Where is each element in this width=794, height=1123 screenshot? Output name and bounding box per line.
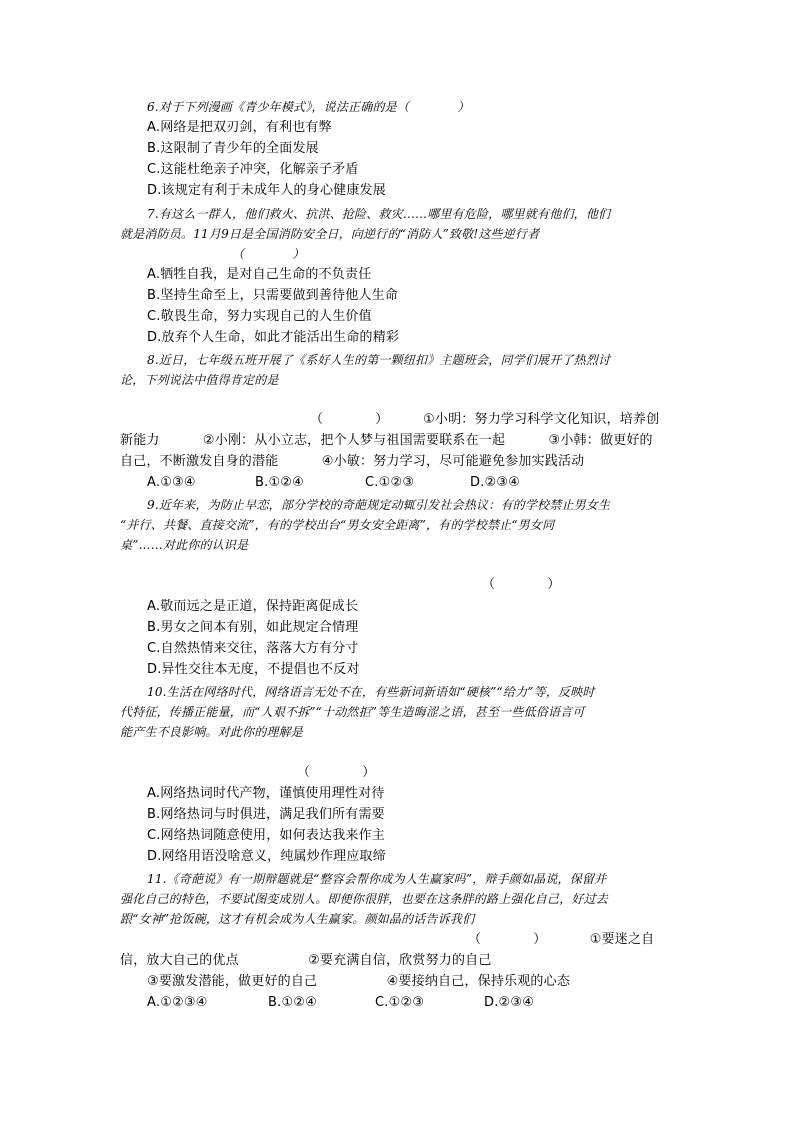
q10-stem-line-2: 代特征，传播正能量，而“人艰不拆”“十动然拒”等生造晦涩之语，甚至一些低俗语言可 bbox=[120, 705, 585, 719]
q11-stem-line-3: 跟“女神”抢饭碗，这才有机会成为人生赢家。颜如晶的话告诉我们 bbox=[120, 912, 475, 926]
q7-option-d: D.放弃个人生命，如此才能活出生命的精彩 bbox=[147, 330, 400, 345]
q10-answer-paren: （ ） bbox=[297, 765, 376, 780]
q9-answer-paren: （ ） bbox=[482, 577, 561, 592]
q6-stem: 6.对于下列漫画《青少年模式》，说法正确的是（ ） bbox=[147, 100, 470, 114]
q7-option-b: B.坚持生命至上，只需要做到善待他人生命 bbox=[147, 288, 399, 303]
q7-answer-paren: （ ） bbox=[232, 247, 305, 261]
q11-body-line-1: （ ） ①要迷之自 bbox=[468, 932, 655, 947]
q11-choice-b: B.①②④ bbox=[268, 995, 318, 1010]
q8-choice-c: C.①②③ bbox=[365, 475, 415, 490]
q11-stem-line-2: 强化自己的特色，不要试图变成别人。即便你很胖，也要在这条胖的路上强化自己，好过去 bbox=[120, 892, 609, 906]
q11-choice-c: C.①②③ bbox=[375, 995, 425, 1010]
q7-stem-line-1: 7.有这么一群人，他们救火、抗洪、抢险、救灾……哪里有危险，哪里就有他们，他们 bbox=[147, 207, 611, 221]
q11-choice-a: A.①②③④ bbox=[147, 995, 208, 1010]
q10-option-b: B.网络热词与时俱进，满足我们所有需要 bbox=[147, 807, 385, 822]
q8-body-line-1: （ ） ①小明：努力学习科学文化知识，培养创 bbox=[310, 412, 660, 427]
q6-option-d: D.该规定有利于未成年人的身心健康发展 bbox=[147, 183, 386, 198]
q9-option-d: D.异性交往本无度，不提倡也不反对 bbox=[147, 662, 360, 677]
q11-stem-line-1: 11.《奇葩说》有一期辩题就是“整容会帮你成为人生赢家吗”，辩手颜如晶说，保留并 bbox=[147, 872, 607, 886]
q9-option-c: C.自然热情来交往，落落大方有分寸 bbox=[147, 641, 359, 656]
q8-choice-b: B.①②④ bbox=[255, 475, 305, 490]
q11-choice-d: D.②③④ bbox=[484, 995, 535, 1010]
q8-choice-d: D.②③④ bbox=[470, 475, 521, 490]
q9-stem-line-2: “并行、共餐、直接交流”，有的学校出台“男女安全距离”，有的学校禁止“男女同 bbox=[120, 518, 555, 532]
q10-option-a: A.网络热词时代产物，谨慎使用理性对待 bbox=[147, 786, 385, 801]
q9-option-b: B.男女之间本有别，如此规定合情理 bbox=[147, 620, 359, 635]
q8-body-line-2: 新能力 ②小刚：从小立志，把个人梦与祖国需要联系在一起 ③小韩：做更好的 bbox=[120, 433, 653, 448]
q6-option-a: A.网络是把双刃剑，有利也有弊 bbox=[147, 120, 332, 135]
q7-option-a: A.牺牲自我，是对自己生命的不负责任 bbox=[147, 267, 372, 282]
q8-body-line-3: 自己，不断激发自身的潜能 ④小敏：努力学习，尽可能避免参加实践活动 bbox=[120, 454, 585, 469]
q10-option-c: C.网络热词随意使用，如何表达我来作主 bbox=[147, 828, 386, 843]
q6-option-c: C.这能杜绝亲子冲突，化解亲子矛盾 bbox=[147, 162, 359, 177]
q11-body-line-3: ③要激发潜能，做更好的自己 ④要接纳自己，保持乐观的心态 bbox=[147, 974, 571, 989]
q8-stem-line-2: 论，下列说法中值得肯定的是 bbox=[120, 373, 279, 387]
q9-stem-line-3: 桌”……对此你的认识是 bbox=[120, 538, 249, 552]
q6-option-b: B.这限制了青少年的全面发展 bbox=[147, 141, 319, 156]
q8-stem-line-1: 8.近日，七年级五班开展了《系好人生的第一颗纽扣》主题班会，同学们展开了热烈讨 bbox=[147, 353, 611, 367]
q9-stem-line-1: 9.近年来，为防止早恋，部分学校的奇葩规定动辄引发社会热议：有的学校禁止男女生 bbox=[147, 498, 611, 512]
q10-stem-line-1: 10.生活在网络时代，网络语言无处不在，有些新词新语如“硬核”“给力”等，反映时 bbox=[147, 685, 595, 699]
q10-stem-line-3: 能产生不良影响。对此你的理解是 bbox=[120, 725, 304, 739]
q10-option-d: D.网络用语没啥意义，纯属炒作理应取缔 bbox=[147, 849, 386, 864]
q7-stem-line-2: 就是消防员。11月9日是全国消防安全日，向逆行的“消防人”致敬!这些逆行者 bbox=[120, 227, 540, 241]
q8-choice-a: A.①③④ bbox=[147, 475, 196, 490]
q9-option-a: A.敬而远之是正道，保持距离促成长 bbox=[147, 599, 359, 614]
q7-option-c: C.敬畏生命，努力实现自己的人生价值 bbox=[147, 309, 372, 324]
q11-body-line-2: 信，放大自己的优点 ②要充满自信，欣赏努力的自己 bbox=[120, 953, 492, 968]
